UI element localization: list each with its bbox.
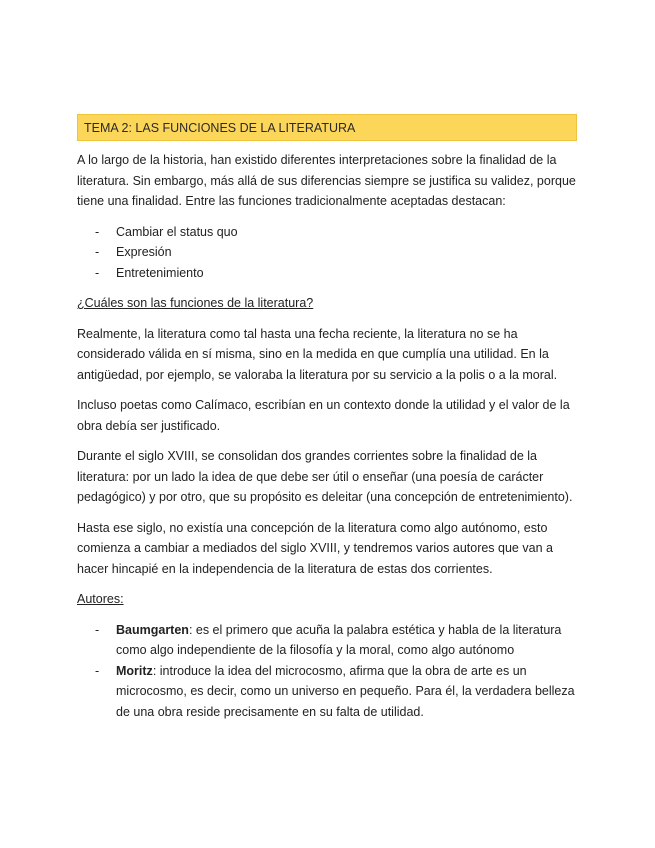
paragraph: Durante el siglo XVIII, se consolidan dos grandes corrientes sobre la finalidad de la literatura: por un lado la idea de que debe ser útil o enseñar (una poesía de carácter pedagógico) y por otro, que su propósito es deleitar (una concepción de entretenimiento). bbox=[77, 449, 573, 504]
list-item-text: Cambiar el status quo bbox=[116, 224, 238, 239]
bullet-dash: - bbox=[95, 245, 100, 259]
bullet-dash: - bbox=[95, 224, 100, 239]
functions-list bbox=[77, 222, 577, 284]
list-item-text: Expresión bbox=[116, 245, 172, 259]
list-item bbox=[77, 222, 577, 243]
list-item bbox=[77, 661, 577, 723]
author-name: Baumgarten bbox=[116, 622, 189, 637]
author-name: Moritz bbox=[116, 663, 153, 678]
paragraph: Realmente, la literatura como tal hasta una fecha reciente, la literatura no se ha considerado válida en sí misma, sino en la medida en que cumplía una utilidad. En la antigüedad, por ejemplo, se valoraba la literatura por su servicio a la polis o a la moral. bbox=[77, 326, 558, 382]
paragraph: Incluso poetas como Calímaco, escribían en un contexto donde la utilidad y el valor de la obra debía ser justificado. bbox=[77, 398, 570, 433]
intro-paragraph: A lo largo de la historia, han existido diferentes interpretaciones sobre la finalidad de la literatura. Sin embargo, más allá de sus diferencias siempre se justifica su validez, porque tiene una finalidad. Entre las funciones tradicionalmente aceptadas destacan: bbox=[77, 153, 576, 208]
author-description: : introduce la idea del microcosmo, afirma que la obra de arte es un microcosmo, es decir, como un universo en pequeño. Para él, la verdadera belleza de una obra reside precisamente en su falta de utilidad. bbox=[116, 663, 575, 719]
list-item-text: Entretenimiento bbox=[116, 265, 204, 280]
question-heading: ¿Cuáles son las funciones de la literatura? bbox=[77, 296, 314, 310]
authors-list bbox=[77, 620, 577, 723]
list-item bbox=[77, 620, 577, 661]
author-description: : es el primero que acuña la palabra estética y habla de la literatura como algo independiente de la filosofía y la moral, como algo autónomo bbox=[116, 622, 562, 657]
bullet-dash: - bbox=[95, 663, 100, 678]
bullet-dash: - bbox=[95, 622, 100, 637]
list-item bbox=[77, 263, 577, 284]
bullet-dash: - bbox=[95, 265, 100, 280]
page-title: TEMA 2: LAS FUNCIONES DE LA LITERATURA bbox=[77, 114, 577, 141]
list-item bbox=[77, 242, 577, 263]
paragraph: Hasta ese siglo, no existía una concepción de la literatura como algo autónomo, esto comienza a cambiar a mediados del siglo XVIII, y tendremos varios autores que van a hacer hincapié en la independencia de la literatura de estas dos corrientes. bbox=[77, 520, 553, 576]
document-body bbox=[77, 150, 577, 732]
authors-heading: Autores: bbox=[77, 592, 124, 606]
